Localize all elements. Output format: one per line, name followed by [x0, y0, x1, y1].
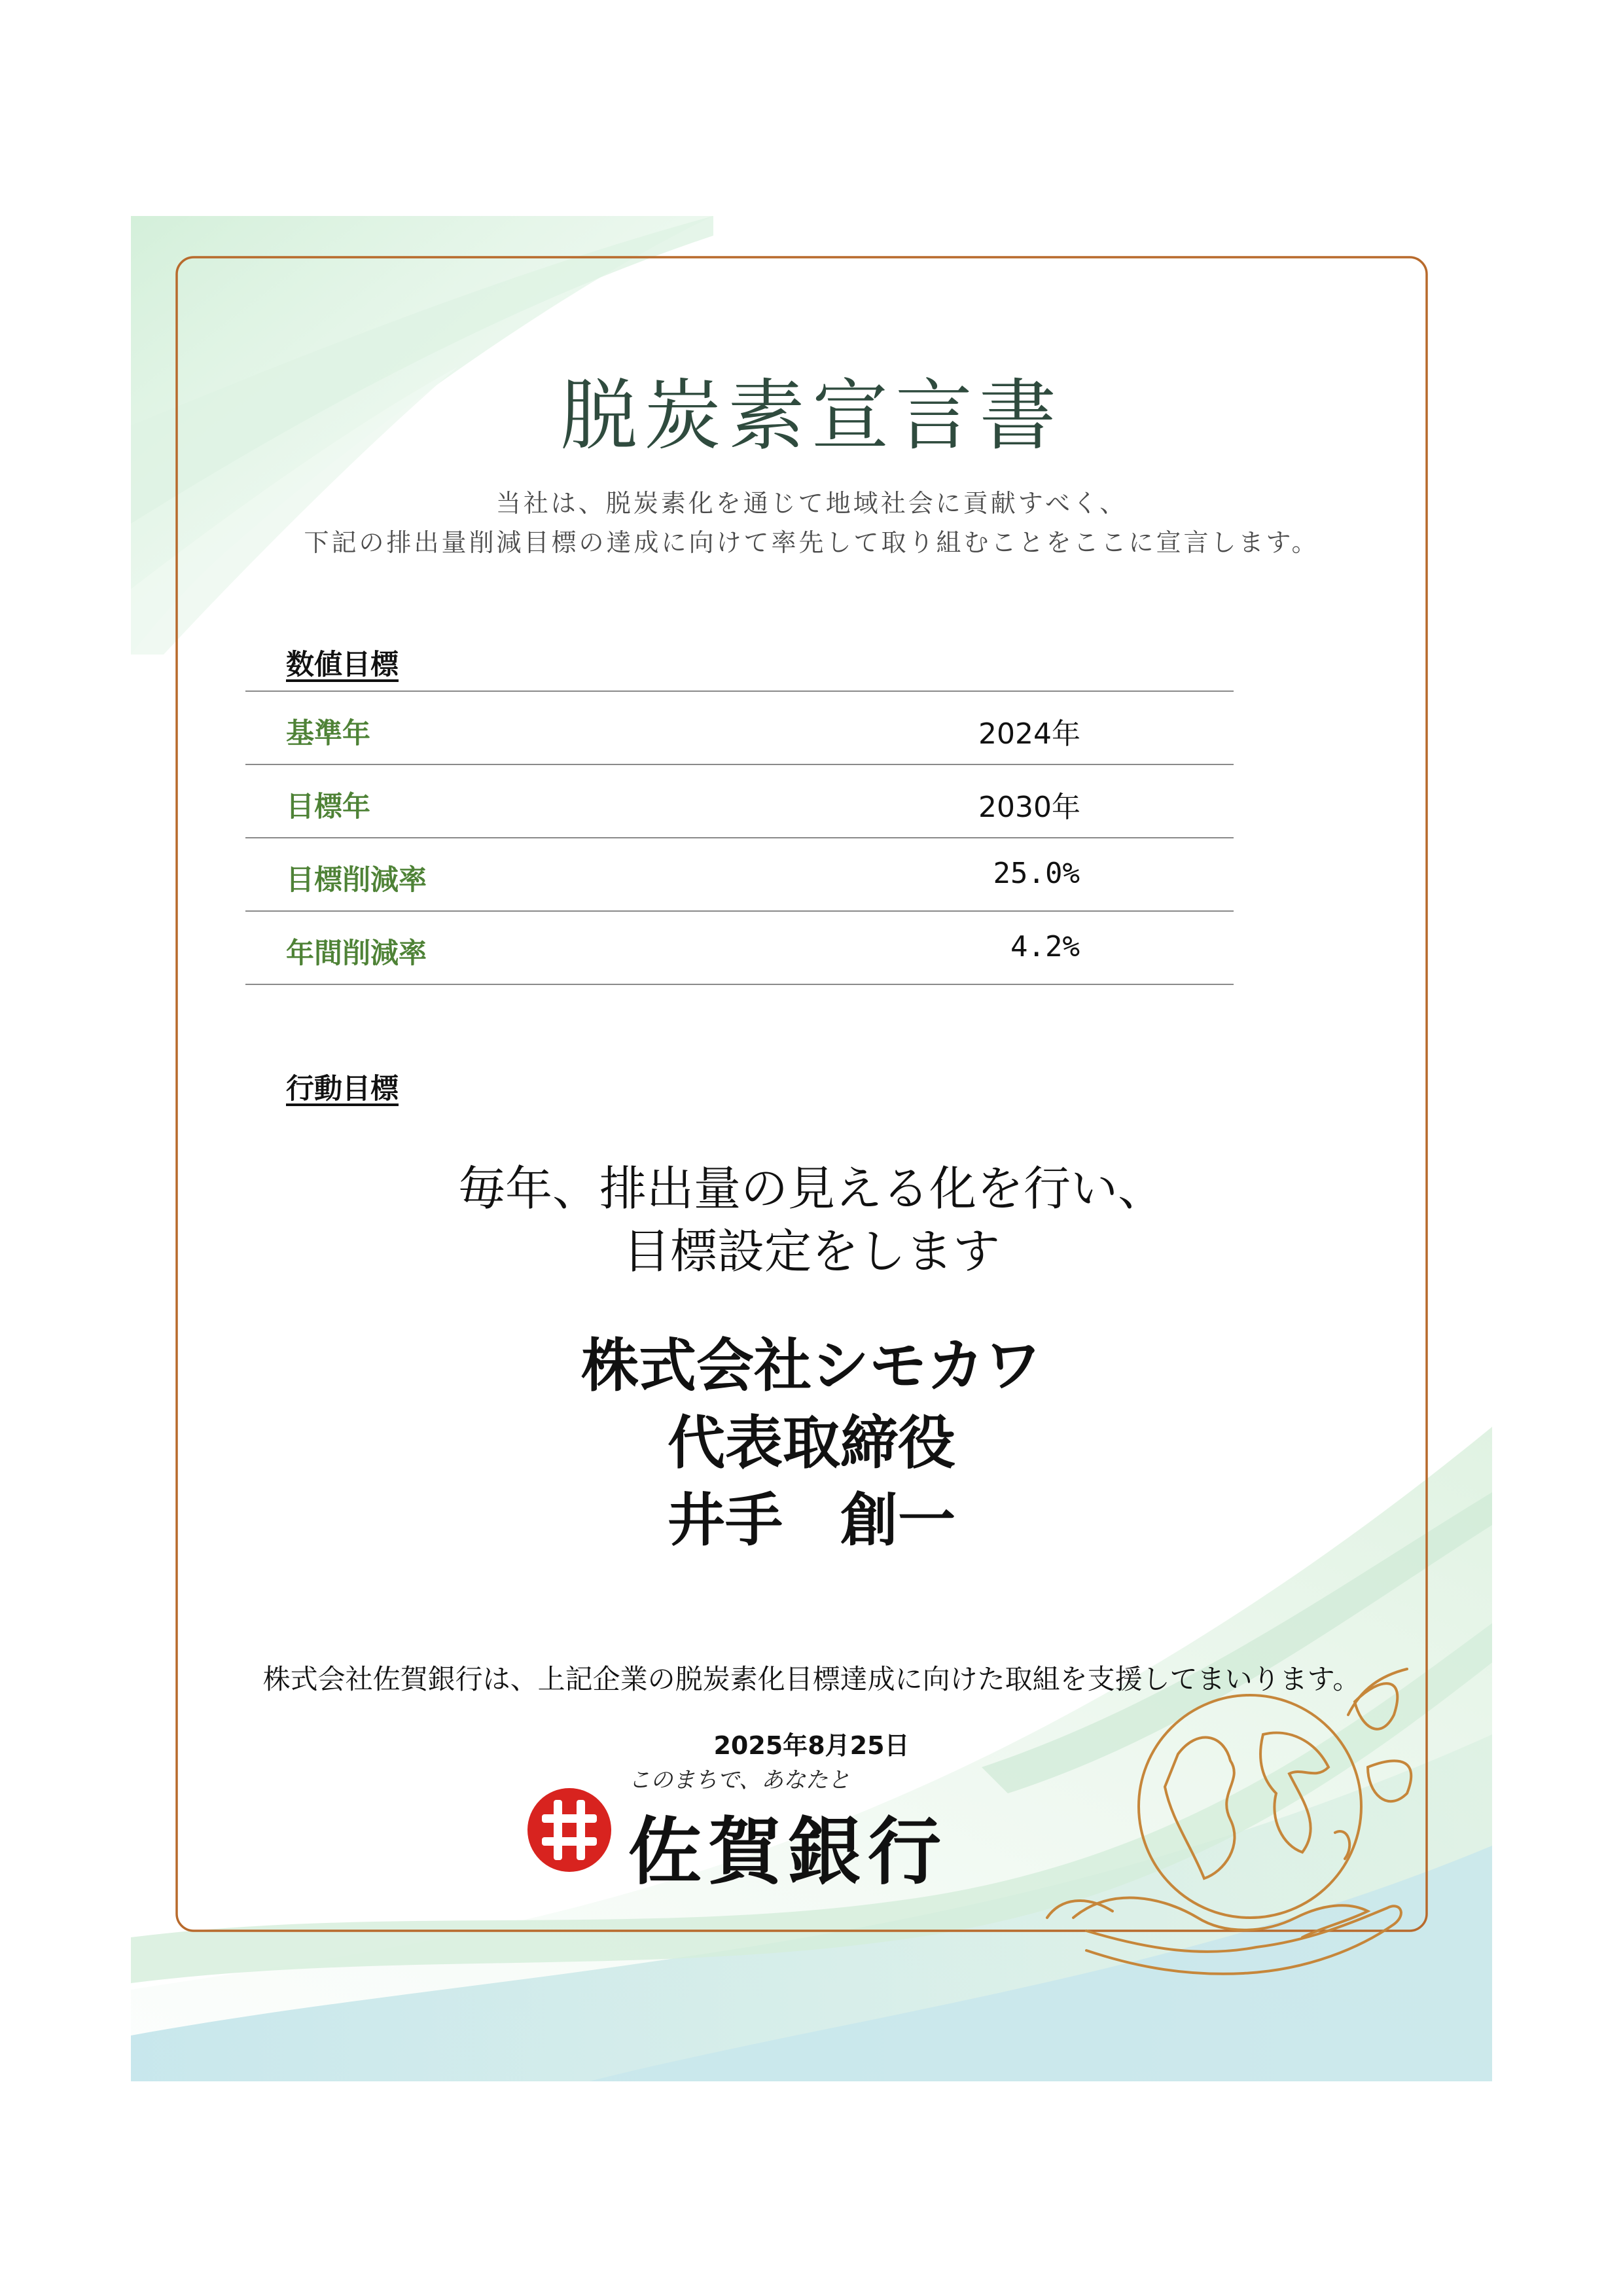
action-target-line-1: 毎年、排出量の見える化を行い、: [457, 1161, 1165, 1216]
row-label: 基準年: [286, 717, 370, 750]
issue-date: 2025年8月25日: [713, 1731, 910, 1760]
numeric-targets-heading: 数値目標: [286, 649, 399, 681]
row-value: 25.0%: [993, 857, 1080, 890]
table-row: [245, 691, 1234, 765]
bank-tagline: このまちで、あなたと: [628, 1767, 850, 1793]
action-targets-heading: 行動目標: [286, 1073, 399, 1105]
signatory-position: 代表取締役: [667, 1409, 955, 1477]
row-value: 4.2%: [1010, 930, 1080, 963]
intro-line-1: 当社は、脱炭素化を通じて地域社会に貢献すべく、: [495, 489, 1128, 518]
bank-name: 佐賀銀行: [628, 1809, 948, 1895]
company-name: 株式会社シモカワ: [580, 1332, 1042, 1399]
table-row: [245, 912, 1234, 985]
table-row: [245, 838, 1234, 912]
row-label: 目標年: [286, 791, 370, 823]
row-label: 目標削減率: [286, 864, 427, 897]
row-value: 2024年: [978, 717, 1080, 751]
support-statement: 株式会社佐賀銀行は、上記企業の脱炭素化目標達成に向けた取組を支援してまいります。: [262, 1663, 1361, 1695]
row-label: 年間削減率: [286, 937, 427, 970]
signatory-name: 井手 創一: [667, 1486, 955, 1554]
row-value: 2030年: [978, 791, 1080, 824]
table-row: [245, 765, 1234, 838]
document-title: 脱炭素宣言書: [560, 370, 1063, 461]
bank-logo-mark-icon: [524, 1784, 615, 1876]
intro-line-2: 下記の排出量削減目標の達成に向けて率先して取り組むことをここに宣言します。: [304, 528, 1319, 557]
action-target-line-2: 目標設定をします: [622, 1224, 1000, 1279]
numeric-targets-table: [245, 691, 1234, 985]
